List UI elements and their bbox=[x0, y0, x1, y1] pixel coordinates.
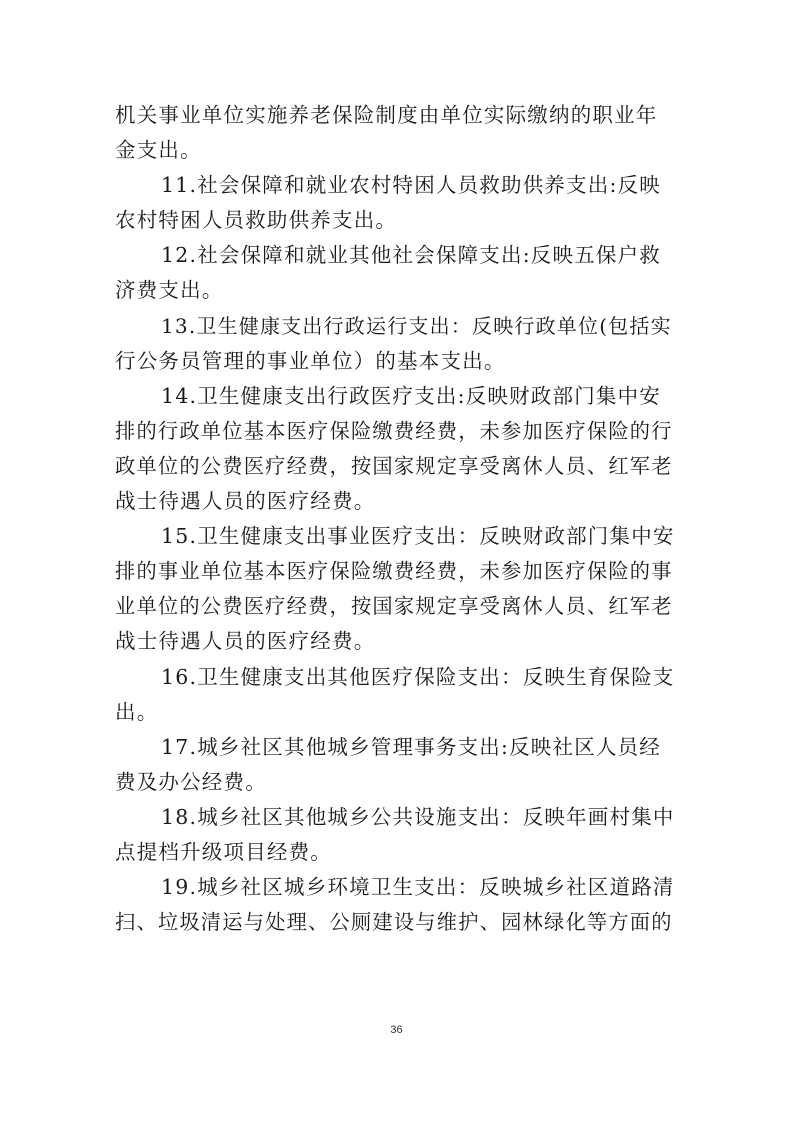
text-line: 济费支出。 bbox=[115, 278, 224, 303]
page-number: 36 bbox=[390, 1024, 403, 1036]
text-line: 金支出。 bbox=[115, 138, 202, 163]
text-line: 15.卫生健康支出事业医疗支出：反映财政部门集中安 bbox=[161, 524, 675, 549]
text-line: 19.城乡社区城乡环境卫生支出：反映城乡社区道路清 bbox=[161, 875, 675, 900]
text-line: 14.卫生健康支出行政医疗支出:反映财政部门集中安 bbox=[161, 383, 662, 408]
text-line: 点提档升级项目经费。 bbox=[115, 839, 332, 864]
text-line: 11.社会保障和就业农村特困人员救助供养支出:反映 bbox=[161, 173, 662, 198]
text-line: 机关事业单位实施养老保险制度由单位实际缴纳的职业年 bbox=[115, 103, 658, 127]
text-line: 行公务员管理的事业单位）的基本支出。 bbox=[115, 348, 506, 373]
text-line: 18.城乡社区其他城乡公共设施支出：反映年画村集中 bbox=[161, 804, 675, 829]
body-text bbox=[115, 98, 675, 940]
text-line: 政单位的公费医疗经费，按国家规定享受离休人员、红军老 bbox=[115, 453, 673, 478]
text-line: 农村特困人员救助供养支出。 bbox=[115, 208, 398, 233]
text-line: 战士待遇人员的医疗经费。 bbox=[115, 629, 376, 654]
text-line: 业单位的公费医疗经费，按国家规定享受离休人员、红军老 bbox=[115, 594, 673, 619]
text-line: 费及办公经费。 bbox=[115, 769, 267, 794]
text-line: 17.城乡社区其他城乡管理事务支出:反映社区人员经 bbox=[161, 734, 662, 759]
text-line: 排的事业单位基本医疗保险缴费经费，未参加医疗保险的事 bbox=[115, 559, 673, 584]
text-line: 出。 bbox=[115, 699, 159, 724]
text-line: 13.卫生健康支出行政运行支出：反映行政单位(包括实 bbox=[161, 313, 672, 338]
text-line: 16.卫生健康支出其他医疗保险支出：反映生育保险支 bbox=[161, 664, 675, 689]
text-line: 12.社会保障和就业其他社会保障支出:反映五保户救 bbox=[161, 243, 662, 268]
text-line: 排的行政单位基本医疗保险缴费经费，未参加医疗保险的行 bbox=[115, 418, 673, 443]
text-line: 战士待遇人员的医疗经费。 bbox=[115, 489, 376, 514]
text-line: 扫、垃圾清运与处理、公厕建设与维护、园林绿化等方面的 bbox=[115, 910, 673, 935]
